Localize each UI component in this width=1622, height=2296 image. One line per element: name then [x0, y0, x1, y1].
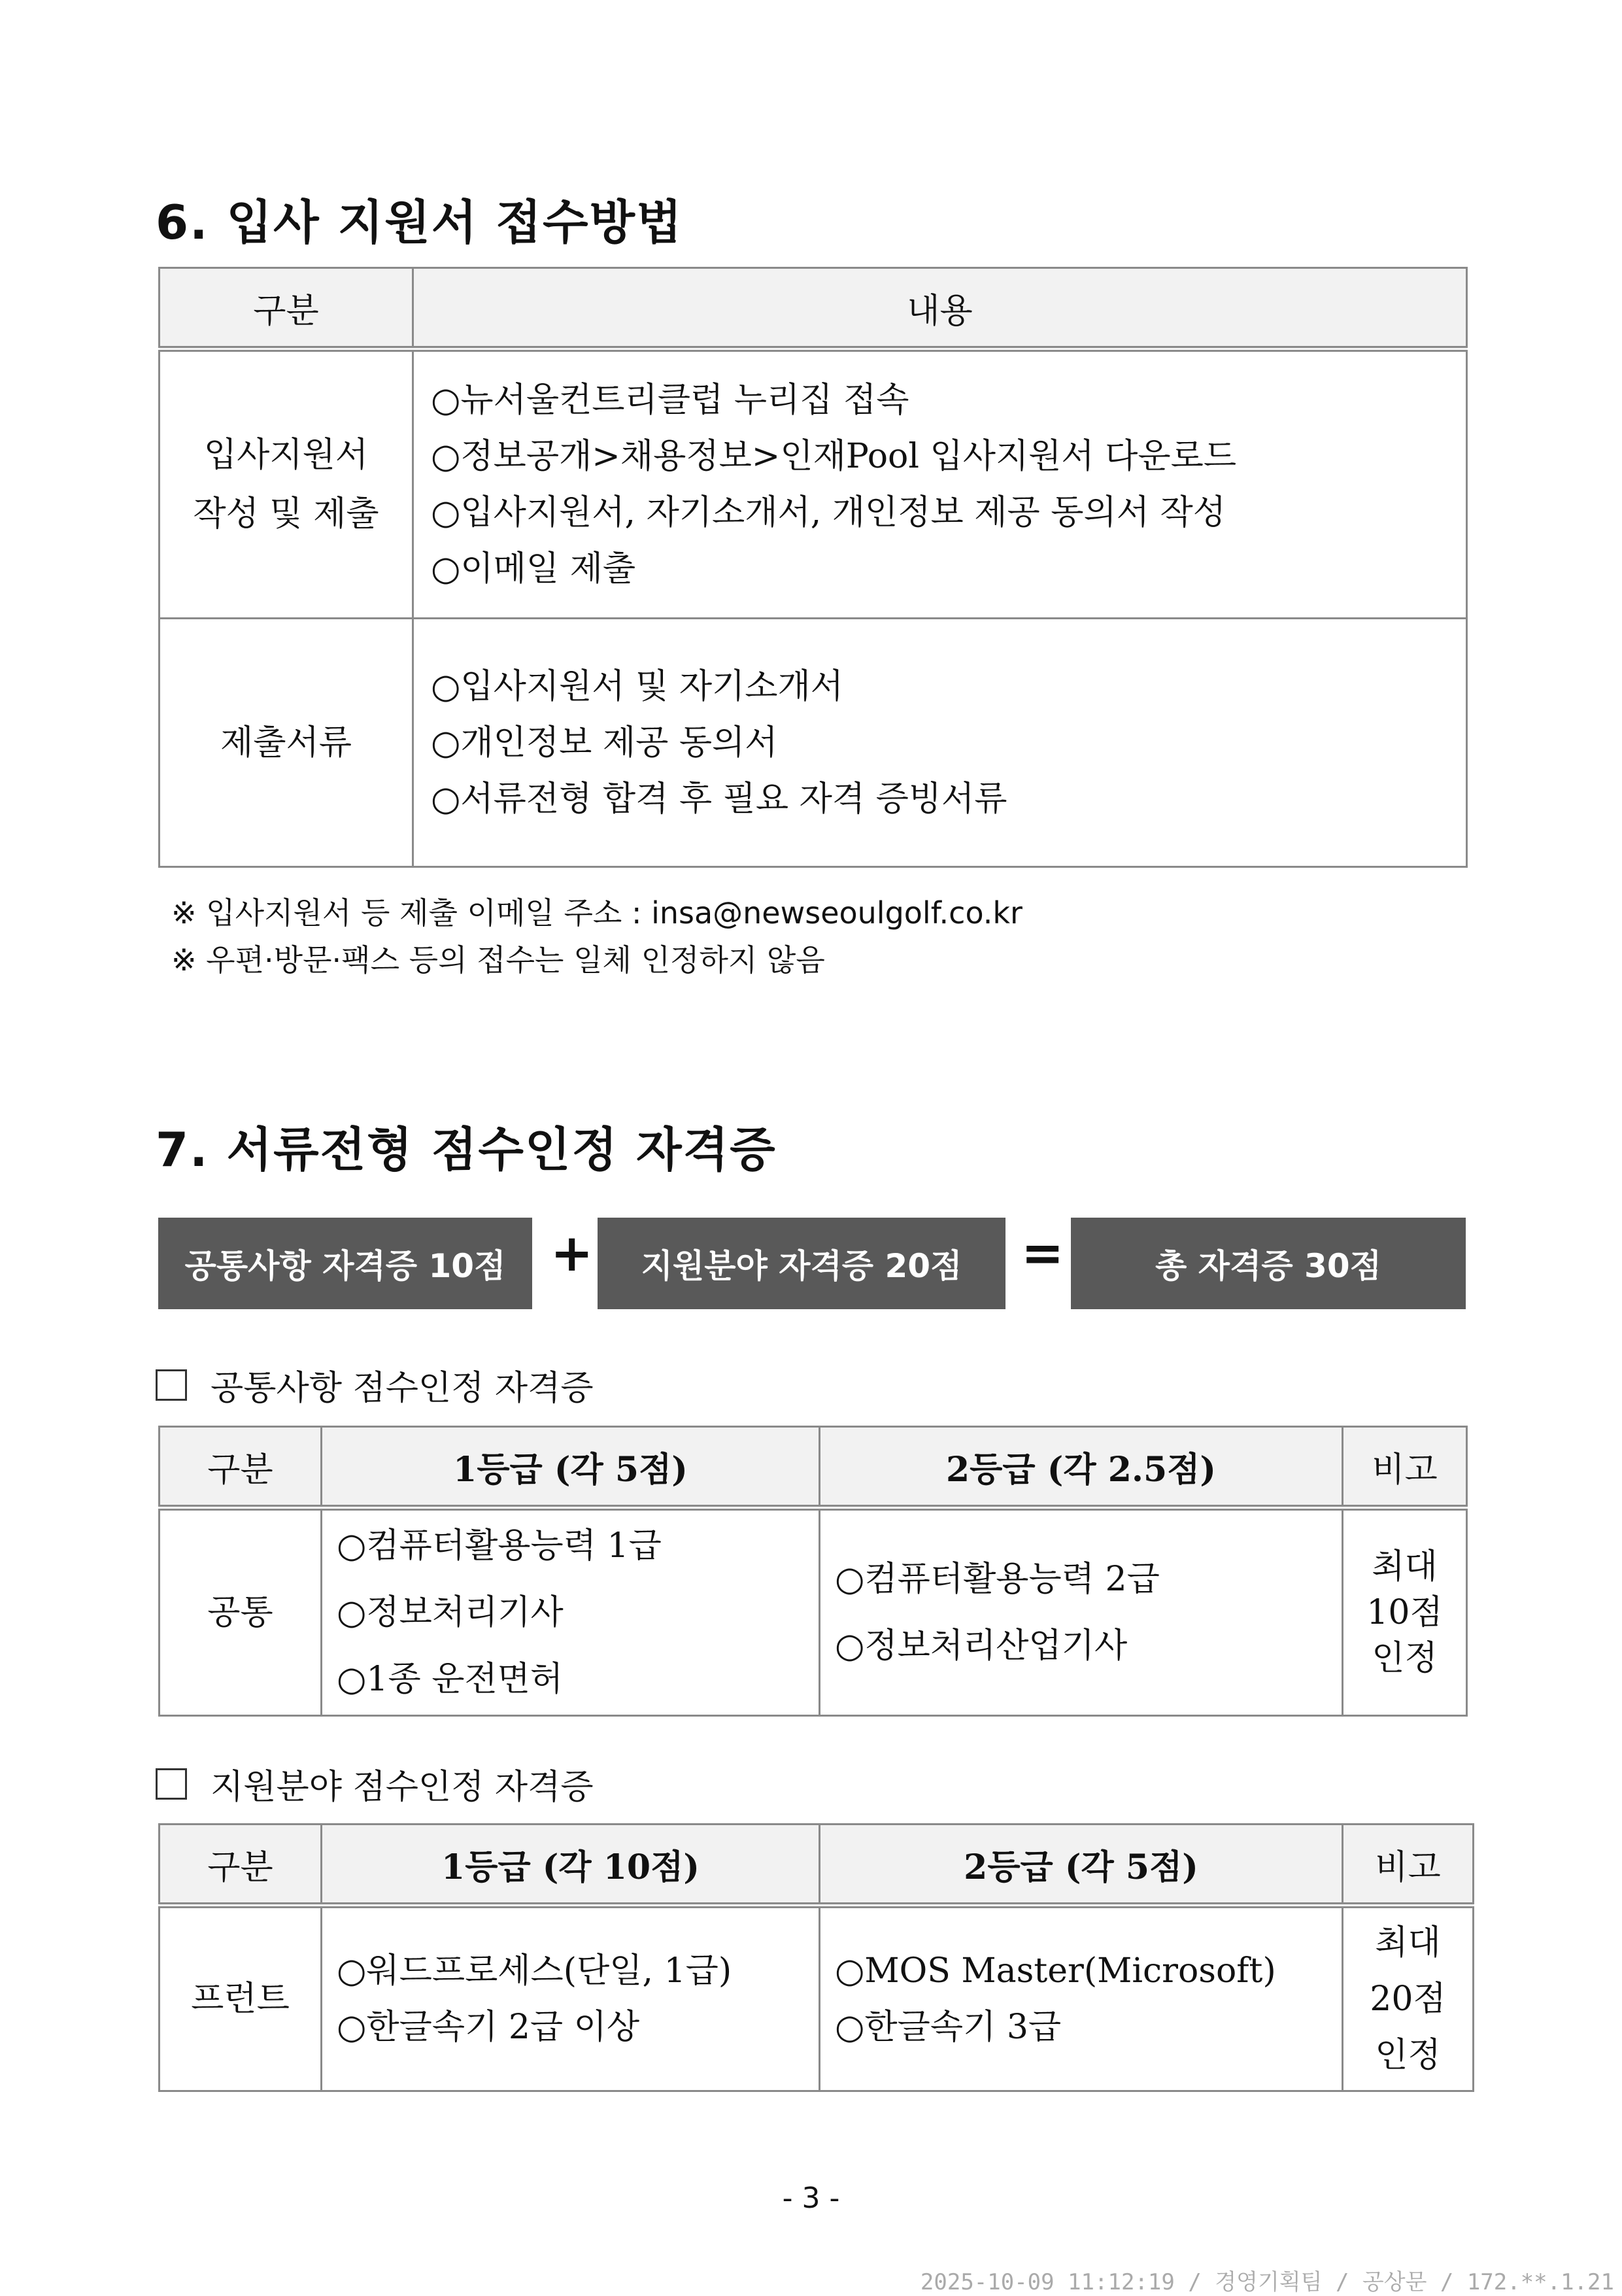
header-category: 구분	[160, 1427, 322, 1508]
note-line: 10점	[1366, 1593, 1443, 1632]
print-stamp: 2025-10-09 11:12:19 / 경영기획팀 / 공상문 / 172.**.1.21	[920, 2269, 1614, 2295]
header-note: 비고	[1343, 1825, 1474, 1906]
total-score-box: 총 자격증 30점	[1071, 1218, 1466, 1309]
list-item: ○뉴서울컨트리클럽 누리집 접속	[431, 381, 909, 420]
checkbox-square-icon	[156, 1768, 187, 1800]
table-row	[160, 1906, 1474, 2091]
header-note: 비고	[1343, 1427, 1467, 1508]
note-email: ※ 입사지원서 등 제출 이메일 주소 : insa@newseoulgolf.co.kr	[171, 895, 1022, 931]
application-method-table	[158, 267, 1468, 868]
list-item: ○한글속기 2급 이상	[337, 2008, 640, 2047]
list-item: ○한글속기 3급	[835, 2008, 1062, 2047]
header-content: 내용	[413, 268, 1467, 349]
list-item: ○입사지원서, 자기소개서, 개인정보 제공 동의서 작성	[431, 493, 1226, 532]
list-item: ○1종 운전면허	[337, 1660, 564, 1699]
header-grade1: 1등급 (각 5점)	[322, 1427, 820, 1508]
list-item: ○이메일 제출	[431, 549, 636, 589]
list-item: ○정보처리산업기사	[835, 1626, 1128, 1666]
note-line: 최대	[1372, 1547, 1438, 1586]
header-grade2: 2등급 (각 2.5점)	[820, 1427, 1343, 1508]
grade2-cell	[820, 1508, 1343, 1716]
category-cell	[160, 349, 413, 619]
category-cell: 공통	[160, 1508, 322, 1716]
content-cell	[413, 619, 1467, 867]
table-row	[160, 1508, 1467, 1716]
page-number: - 3 -	[782, 2182, 840, 2215]
equals-sign: =	[1021, 1224, 1064, 1283]
category-line: 작성 및 제출	[193, 494, 379, 534]
list-item: ○개인정보 제공 동의서	[431, 723, 778, 762]
grade1-cell	[322, 1906, 820, 2091]
header-grade2: 2등급 (각 5점)	[820, 1825, 1343, 1906]
content-cell	[413, 349, 1467, 619]
field-subtitle	[156, 1759, 594, 1808]
checkbox-square-icon	[156, 1369, 187, 1401]
list-item: ○컴퓨터활용능력 2급	[835, 1560, 1160, 1599]
note-line: 최대	[1375, 1923, 1441, 1962]
list-item: ○워드프로세스(단일, 1급)	[337, 1951, 732, 1991]
grade1-cell	[322, 1508, 820, 1716]
category-cell	[160, 619, 413, 867]
list-item: ○서류전형 합격 후 필요 자격 증빙서류	[431, 779, 1007, 819]
header-category: 구분	[160, 1825, 322, 1906]
plus-sign: +	[550, 1224, 594, 1283]
table-row	[160, 349, 1467, 619]
list-item: ○MOS Master(Microsoft)	[835, 1951, 1276, 1991]
category-cell: 프런트	[160, 1906, 322, 2091]
category-line: 제출서류	[220, 723, 352, 762]
field-subtitle-text: 지원분야 점수인정 자격증	[211, 1768, 594, 1807]
field-certificate-table	[158, 1823, 1474, 2092]
note-no-other-submission: ※ 우편·방문·팩스 등의 접수는 일체 인정하지 않음	[171, 942, 825, 978]
field-score-box: 지원분야 자격증 20점	[598, 1218, 1005, 1309]
list-item: ○컴퓨터활용능력 1급	[337, 1526, 662, 1566]
note-line: 인정	[1375, 2036, 1441, 2075]
grade2-cell	[820, 1906, 1343, 2091]
section6-title: 6. 입사 지원서 접수방법	[156, 195, 683, 250]
note-line: 20점	[1370, 1979, 1446, 2019]
common-subtitle-text: 공통사항 점수인정 자격증	[211, 1369, 594, 1408]
category-line: 입사지원서	[203, 436, 369, 475]
note-line: 인정	[1372, 1639, 1438, 1678]
list-item: ○정보공개>채용정보>인재Pool 입사지원서 다운로드	[431, 437, 1237, 476]
table-row	[160, 619, 1467, 867]
section7-title: 7. 서류전형 점수인정 자격증	[156, 1122, 777, 1177]
common-subtitle	[156, 1360, 594, 1409]
note-cell	[1343, 1906, 1474, 2091]
note-cell	[1343, 1508, 1467, 1716]
common-certificate-table	[158, 1426, 1468, 1717]
common-score-box: 공통사항 자격증 10점	[158, 1218, 532, 1309]
list-item: ○정보처리기사	[337, 1593, 564, 1632]
list-item: ○입사지원서 및 자기소개서	[431, 666, 843, 706]
header-category: 구분	[160, 268, 413, 349]
header-grade1: 1등급 (각 10점)	[322, 1825, 820, 1906]
